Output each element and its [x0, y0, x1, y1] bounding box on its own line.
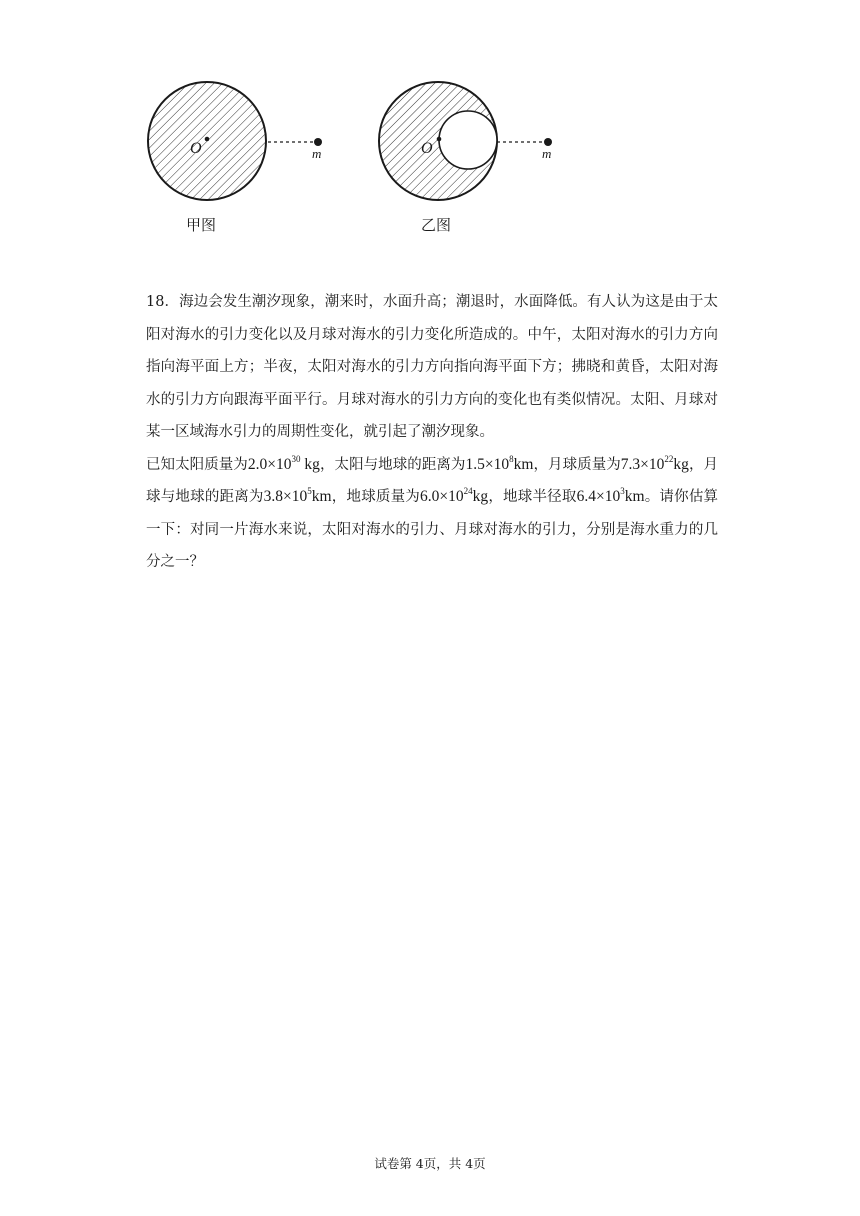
page-footer: 试卷第 4页，共 4页 — [374, 1156, 486, 1171]
question-intro: 海边会发生潮汐现象，潮来时，水面升高；潮退时，水面降低。有人认为这是由于太阳对海水的引力变化以及月球对海水的引力变化所造成的。中午，太阳对海水的引力方向指向海平面上方；半夜，太阳对海水的引力方向指向海平面下方；拂晓和黄昏，太阳对海水的引力方向跟海平面平行。月球对海水的引力方向的变化也有类似情况。太阳、月球对某一区域海水引力的周期性变化，就引起了潮汐现象。 — [146, 294, 719, 440]
figure-caption-right: 乙图 — [421, 216, 452, 234]
given-text-2: ，太阳与地球的距离为 — [319, 456, 466, 473]
given-text-7: 。请你估算一下：对同一片海水来说，太阳对海水的引力、月球对海水的引力，分别是海水重力的几分之一？ — [146, 489, 719, 570]
earth-radius-mantissa: 6.4×10 — [576, 488, 621, 505]
mass-label-left: m — [312, 146, 322, 161]
moon-distance-unit: km — [311, 488, 332, 505]
earth-radius — [577, 488, 645, 505]
question-paragraph-2 — [146, 449, 718, 579]
point-mass-right — [544, 138, 552, 146]
moon-distance-mantissa: 3.8×10 — [263, 488, 308, 505]
sun-mass-exponent: 30 — [291, 453, 301, 464]
center-label-left: O — [190, 140, 202, 157]
spherical-cavity — [439, 111, 497, 169]
figure-right — [379, 82, 552, 200]
question-18 — [146, 286, 718, 579]
sphere-center-dot — [205, 137, 210, 142]
center-label-right: O — [421, 140, 433, 157]
point-mass-left — [314, 138, 322, 146]
question-number: 18． — [146, 294, 180, 310]
moon-mass-mantissa: 7.3×10 — [620, 455, 665, 473]
earth-radius-unit: km — [624, 488, 645, 505]
earth-mass-unit: kg — [472, 488, 489, 505]
sun-mass-unit: kg — [304, 455, 320, 473]
moon-distance-exponent: 5 — [307, 486, 312, 496]
earth-mass — [420, 488, 488, 505]
earth-mass-mantissa: 6.0×10 — [420, 488, 464, 505]
sun-distance — [465, 453, 534, 473]
figure-left — [148, 82, 322, 200]
sun-distance-exponent: 8 — [509, 453, 514, 464]
given-text-6: ，地球半径取 — [488, 489, 577, 505]
figures — [0, 0, 860, 260]
figure-caption-left: 甲图 — [186, 216, 217, 234]
given-text-5: ，地球质量为 — [331, 489, 421, 505]
earth-mass-exponent: 24 — [463, 486, 473, 496]
moon-mass-exponent: 22 — [664, 453, 674, 464]
question-paragraph-1 — [146, 286, 718, 449]
given-text-3: ，月球质量为 — [533, 456, 621, 473]
sphere-center-dot-right — [437, 137, 442, 142]
moon-mass — [620, 453, 689, 473]
moon-mass-unit: kg — [673, 455, 689, 473]
sun-distance-mantissa: 1.5×10 — [465, 455, 510, 473]
moon-distance — [264, 488, 332, 505]
given-text-4: ，月球与地球的距离为 — [146, 456, 719, 505]
sun-mass — [247, 453, 320, 473]
mass-label-right: m — [542, 146, 552, 161]
sun-mass-mantissa: 2.0×10 — [247, 455, 292, 473]
earth-radius-exponent: 3 — [620, 486, 625, 496]
given-text-1: 已知太阳质量为 — [146, 456, 248, 473]
sun-distance-unit: km — [513, 455, 534, 473]
